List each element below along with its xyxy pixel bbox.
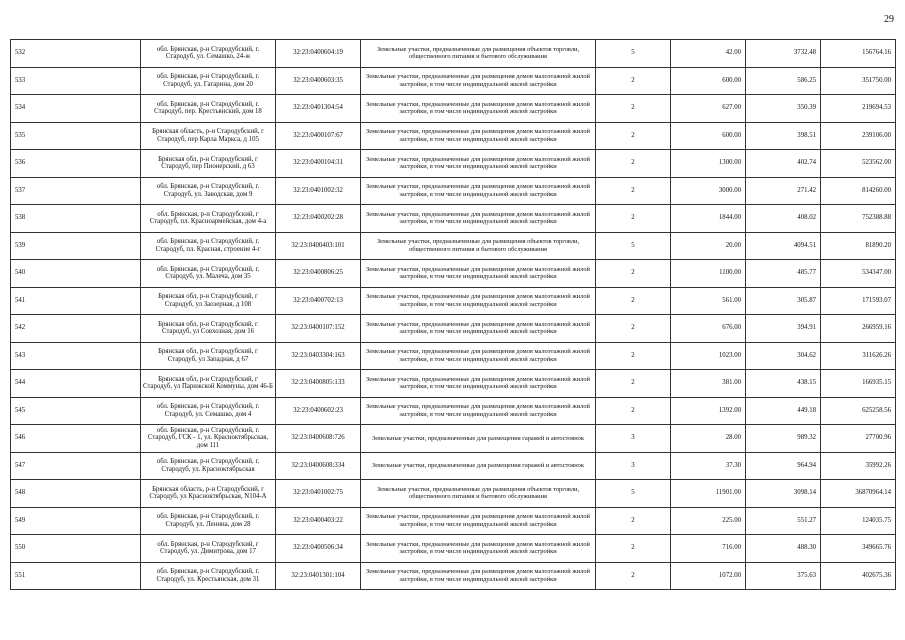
cadastral-value-cell: 266959.16 [821, 315, 896, 343]
address-cell: обл. Брянская, р-н Стародубский, г. Стародуб, ул. Семашко, 24-ж [141, 40, 276, 68]
land-use-cell: Земельные участки, предназначенные для размещения домов малоэтажной жилой застройки, в том числе индивидуальной жилой застройки [361, 562, 596, 590]
group-cell: 3 [596, 452, 671, 480]
cadastral-number-cell: 32:23:0400604:19 [276, 40, 361, 68]
specific-value-cell: 449.18 [746, 397, 821, 425]
address-cell: Брянская обл, р-н Стародубский, г Стародуб, ул Совхозная, дом 16 [141, 315, 276, 343]
cadastral-number-cell: 32:23:0400806:25 [276, 260, 361, 288]
area-cell: 676.00 [671, 315, 746, 343]
specific-value-cell: 408.02 [746, 205, 821, 233]
cadastral-value-cell: 219694.53 [821, 95, 896, 123]
group-cell: 2 [596, 370, 671, 398]
specific-value-cell: 586.25 [746, 67, 821, 95]
area-cell: 600.00 [671, 122, 746, 150]
cadastral-value-cell: 81890.20 [821, 232, 896, 260]
table-row [11, 342, 896, 370]
address-cell: Брянская область, р-н Стародубский, г Стародуб, ул Красноктябрьская, N104-А [141, 480, 276, 508]
cadastral-number-cell: 32:23:0403304:163 [276, 342, 361, 370]
cadastral-value-cell: 124035.75 [821, 507, 896, 535]
cadastral-number-cell: 32:23:0401002:32 [276, 177, 361, 205]
specific-value-cell: 551.27 [746, 507, 821, 535]
row-number-cell: 540 [11, 260, 141, 288]
group-cell: 2 [596, 150, 671, 178]
group-cell: 2 [596, 315, 671, 343]
group-cell: 2 [596, 507, 671, 535]
row-number-cell: 549 [11, 507, 141, 535]
cadastral-number-cell: 32:23:0400202:28 [276, 205, 361, 233]
specific-value-cell: 3732.48 [746, 40, 821, 68]
group-cell: 2 [596, 177, 671, 205]
land-use-cell: Земельные участки, предназначенные для размещения домов малоэтажной жилой застройки, в том числе индивидуальной жилой застройки [361, 397, 596, 425]
land-use-cell: Земельные участки, предназначенные для размещения домов малоэтажной жилой застройки, в том числе индивидуальной жилой застройки [361, 150, 596, 178]
address-cell: обл. Брянская, р-н Стародубский, г. Стародуб, ГСК - 1, ул. Красноктябрьская, дом 111 [141, 425, 276, 453]
land-use-cell: Земельные участки, предназначенные для размещения домов малоэтажной жилой застройки, в том числе индивидуальной жилой застройки [361, 260, 596, 288]
land-use-cell: Земельные участки, предназначенные для размещения домов малоэтажной жилой застройки, в том числе индивидуальной жилой застройки [361, 342, 596, 370]
address-cell: обл. Брянская, р-н Стародубский, г Стародуб, ул. Димитрова, дом 17 [141, 535, 276, 563]
land-use-cell: Земельные участки, предназначенные для размещения гаражей и автостоянок [361, 452, 596, 480]
row-number-cell: 544 [11, 370, 141, 398]
specific-value-cell: 402.74 [746, 150, 821, 178]
table-row [11, 370, 896, 398]
group-cell: 2 [596, 205, 671, 233]
cadastral-number-cell: 32:23:0400107:67 [276, 122, 361, 150]
address-cell: обл. Брянская, р-н Стародубский, г. Стародуб, пл. Красная, строение 4-г [141, 232, 276, 260]
table-row [11, 260, 896, 288]
land-use-cell: Земельные участки, предназначенные для размещения объектов торговли, общественного питания и бытового обслуживания [361, 232, 596, 260]
row-number-cell: 542 [11, 315, 141, 343]
cadastral-value-cell: 311626.26 [821, 342, 896, 370]
land-use-cell: Земельные участки, предназначенные для размещения домов малоэтажной жилой застройки, в том числе индивидуальной жилой застройки [361, 535, 596, 563]
row-number-cell: 538 [11, 205, 141, 233]
specific-value-cell: 305.87 [746, 287, 821, 315]
address-cell: Брянская обл, р-н Стародубский, г Стародуб, пер Пионерский, д 63 [141, 150, 276, 178]
area-cell: 225.00 [671, 507, 746, 535]
cadastral-value-cell: 171593.07 [821, 287, 896, 315]
area-cell: 1100.00 [671, 260, 746, 288]
row-number-cell: 550 [11, 535, 141, 563]
group-cell: 2 [596, 95, 671, 123]
address-cell: обл. Брянская, р-н Стародубский, г. Стародуб, ул. Семашко, дом 4 [141, 397, 276, 425]
cadastral-value-cell: 27700.96 [821, 425, 896, 453]
land-use-cell: Земельные участки, предназначенные для размещения объектов торговли, общественного питания и бытового обслуживания [361, 40, 596, 68]
area-cell: 11901.00 [671, 480, 746, 508]
cadastral-number-cell: 32:23:0400506:34 [276, 535, 361, 563]
address-cell: Брянская обл, р-н Стародубский, г Стародуб, ул Парижской Коммуны, дом 46-Б [141, 370, 276, 398]
cadastral-value-cell: 349665.76 [821, 535, 896, 563]
table-row [11, 535, 896, 563]
area-cell: 627.00 [671, 95, 746, 123]
group-cell: 2 [596, 397, 671, 425]
specific-value-cell: 488.30 [746, 535, 821, 563]
specific-value-cell: 375.63 [746, 562, 821, 590]
land-use-cell: Земельные участки, предназначенные для размещения домов малоэтажной жилой застройки, в том числе индивидуальной жилой застройки [361, 370, 596, 398]
land-use-cell: Земельные участки, предназначенные для размещения домов малоэтажной жилой застройки, в том числе индивидуальной жилой застройки [361, 507, 596, 535]
cadastral-number-cell: 32:23:0400107:152 [276, 315, 361, 343]
group-cell: 2 [596, 342, 671, 370]
cadastral-value-cell: 814260.00 [821, 177, 896, 205]
area-cell: 381.00 [671, 370, 746, 398]
table-row [11, 452, 896, 480]
land-use-cell: Земельные участки, предназначенные для размещения домов малоэтажной жилой застройки, в том числе индивидуальной жилой застройки [361, 122, 596, 150]
table-row [11, 150, 896, 178]
area-cell: 600.00 [671, 67, 746, 95]
land-use-cell: Земельные участки, предназначенные для размещения домов малоэтажной жилой застройки, в том числе индивидуальной жилой застройки [361, 315, 596, 343]
cadastral-number-cell: 32:23:0401002:75 [276, 480, 361, 508]
row-number-cell: 543 [11, 342, 141, 370]
table-row [11, 507, 896, 535]
cadastral-value-cell: 523562.00 [821, 150, 896, 178]
table-row [11, 95, 896, 123]
cadastral-number-cell: 32:23:0400805:133 [276, 370, 361, 398]
area-cell: 1392.00 [671, 397, 746, 425]
land-use-cell: Земельные участки, предназначенные для размещения домов малоэтажной жилой застройки, в том числе индивидуальной жилой застройки [361, 287, 596, 315]
area-cell: 1072.00 [671, 562, 746, 590]
cadastral-value-cell: 239106.00 [821, 122, 896, 150]
address-cell: Брянская область, р-н Стародубский, г Стародуб, пер Карла Маркса, д 105 [141, 122, 276, 150]
cadastral-value-cell: 35992.26 [821, 452, 896, 480]
row-number-cell: 537 [11, 177, 141, 205]
land-use-cell: Земельные участки, предназначенные для размещения домов малоэтажной жилой застройки, в том числе индивидуальной жилой застройки [361, 177, 596, 205]
cadastral-number-cell: 32:23:0401301:104 [276, 562, 361, 590]
group-cell: 2 [596, 287, 671, 315]
land-use-cell: Земельные участки, предназначенные для размещения объектов торговли, общественного питания и бытового обслуживания [361, 480, 596, 508]
cadastral-value-cell: 625258.56 [821, 397, 896, 425]
address-cell: обл. Брянская, р-н Стародубский, г. Стародуб, ул. Заводская, дом 9 [141, 177, 276, 205]
area-cell: 716.00 [671, 535, 746, 563]
table-body [11, 40, 896, 590]
address-cell: обл. Брянская, р-н Стародубский, г. Стародуб, ул. Малеча, дом 35 [141, 260, 276, 288]
row-number-cell: 532 [11, 40, 141, 68]
cadastral-number-cell: 32:23:0400608:334 [276, 452, 361, 480]
page-number: 29 [884, 14, 894, 25]
row-number-cell: 539 [11, 232, 141, 260]
address-cell: обл. Брянская, р-н Стародубский, г. Стародуб, пер. Крестьянский, дом 18 [141, 95, 276, 123]
group-cell: 2 [596, 67, 671, 95]
specific-value-cell: 964.94 [746, 452, 821, 480]
table-row [11, 425, 896, 453]
cadastral-number-cell: 32:23:0400608:726 [276, 425, 361, 453]
group-cell: 3 [596, 425, 671, 453]
cadastral-value-cell: 752388.88 [821, 205, 896, 233]
land-use-cell: Земельные участки, предназначенные для размещения гаражей и автостоянок [361, 425, 596, 453]
cadastral-value-cell: 402675.36 [821, 562, 896, 590]
specific-value-cell: 3098.14 [746, 480, 821, 508]
area-cell: 561.00 [671, 287, 746, 315]
land-use-cell: Земельные участки, предназначенные для размещения домов малоэтажной жилой застройки, в том числе индивидуальной жилой застройки [361, 95, 596, 123]
address-cell: обл. Брянская, р-н Стародубский, г Стародуб, пл. Красноармейская, дом 4-а [141, 205, 276, 233]
cadastral-number-cell: 32:23:0400603:35 [276, 67, 361, 95]
specific-value-cell: 271.42 [746, 177, 821, 205]
cadastral-number-cell: 32:23:0400403:22 [276, 507, 361, 535]
cadastral-value-cell: 156764.16 [821, 40, 896, 68]
specific-value-cell: 989.32 [746, 425, 821, 453]
row-number-cell: 533 [11, 67, 141, 95]
land-use-cell: Земельные участки, предназначенные для размещения домов малоэтажной жилой застройки, в том числе индивидуальной жилой застройки [361, 67, 596, 95]
address-cell: обл. Брянская, р-н Стародубский, г. Стародуб, ул. Красноктябрьская [141, 452, 276, 480]
table-row [11, 40, 896, 68]
row-number-cell: 548 [11, 480, 141, 508]
row-number-cell: 545 [11, 397, 141, 425]
cadastral-number-cell: 32:23:0400104:31 [276, 150, 361, 178]
table-row [11, 232, 896, 260]
row-number-cell: 536 [11, 150, 141, 178]
cadastral-number-cell: 32:23:0401304:54 [276, 95, 361, 123]
area-cell: 20.00 [671, 232, 746, 260]
row-number-cell: 551 [11, 562, 141, 590]
specific-value-cell: 4094.51 [746, 232, 821, 260]
table-row [11, 122, 896, 150]
group-cell: 5 [596, 40, 671, 68]
row-number-cell: 541 [11, 287, 141, 315]
area-cell: 28.00 [671, 425, 746, 453]
cadastral-number-cell: 32:23:0400702:13 [276, 287, 361, 315]
table-row [11, 67, 896, 95]
specific-value-cell: 304.62 [746, 342, 821, 370]
cadastral-value-cell: 534347.00 [821, 260, 896, 288]
group-cell: 2 [596, 122, 671, 150]
cadastral-value-cell: 36870964.14 [821, 480, 896, 508]
group-cell: 5 [596, 232, 671, 260]
area-cell: 42.00 [671, 40, 746, 68]
row-number-cell: 546 [11, 425, 141, 453]
specific-value-cell: 438.15 [746, 370, 821, 398]
table-row [11, 315, 896, 343]
row-number-cell: 534 [11, 95, 141, 123]
cadastral-value-table [10, 39, 896, 590]
area-cell: 1300.00 [671, 150, 746, 178]
area-cell: 1844.00 [671, 205, 746, 233]
area-cell: 1023.00 [671, 342, 746, 370]
area-cell: 37.30 [671, 452, 746, 480]
cadastral-value-cell: 351750.00 [821, 67, 896, 95]
group-cell: 2 [596, 562, 671, 590]
table-row [11, 205, 896, 233]
cadastral-number-cell: 32:23:0400602:23 [276, 397, 361, 425]
specific-value-cell: 398.51 [746, 122, 821, 150]
specific-value-cell: 394.91 [746, 315, 821, 343]
address-cell: Брянская обл, р-н Стародубский, г Стародуб, ул Западная, д 67 [141, 342, 276, 370]
group-cell: 2 [596, 535, 671, 563]
specific-value-cell: 350.39 [746, 95, 821, 123]
cadastral-number-cell: 32:23:0400403:101 [276, 232, 361, 260]
table-row [11, 287, 896, 315]
row-number-cell: 547 [11, 452, 141, 480]
address-cell: обл. Брянская, р-н Стародубский, г. Стародуб, ул. Крестьянская, дом 31 [141, 562, 276, 590]
land-use-cell: Земельные участки, предназначенные для размещения домов малоэтажной жилой застройки, в том числе индивидуальной жилой застройки [361, 205, 596, 233]
specific-value-cell: 485.77 [746, 260, 821, 288]
table-row [11, 397, 896, 425]
address-cell: Брянская обл, р-н Стародубский, г Стародуб, ул Заозерная, д 108 [141, 287, 276, 315]
cadastral-value-cell: 166935.15 [821, 370, 896, 398]
address-cell: обл. Брянская, р-н Стародубский, г. Стародуб, ул. Гагарина, дом 20 [141, 67, 276, 95]
row-number-cell: 535 [11, 122, 141, 150]
table-row [11, 480, 896, 508]
area-cell: 3000.00 [671, 177, 746, 205]
group-cell: 2 [596, 260, 671, 288]
table-row [11, 562, 896, 590]
table-row [11, 177, 896, 205]
group-cell: 5 [596, 480, 671, 508]
address-cell: обл. Брянская, р-н Стародубский, г. Стародуб, ул. Ленина, дом 28 [141, 507, 276, 535]
